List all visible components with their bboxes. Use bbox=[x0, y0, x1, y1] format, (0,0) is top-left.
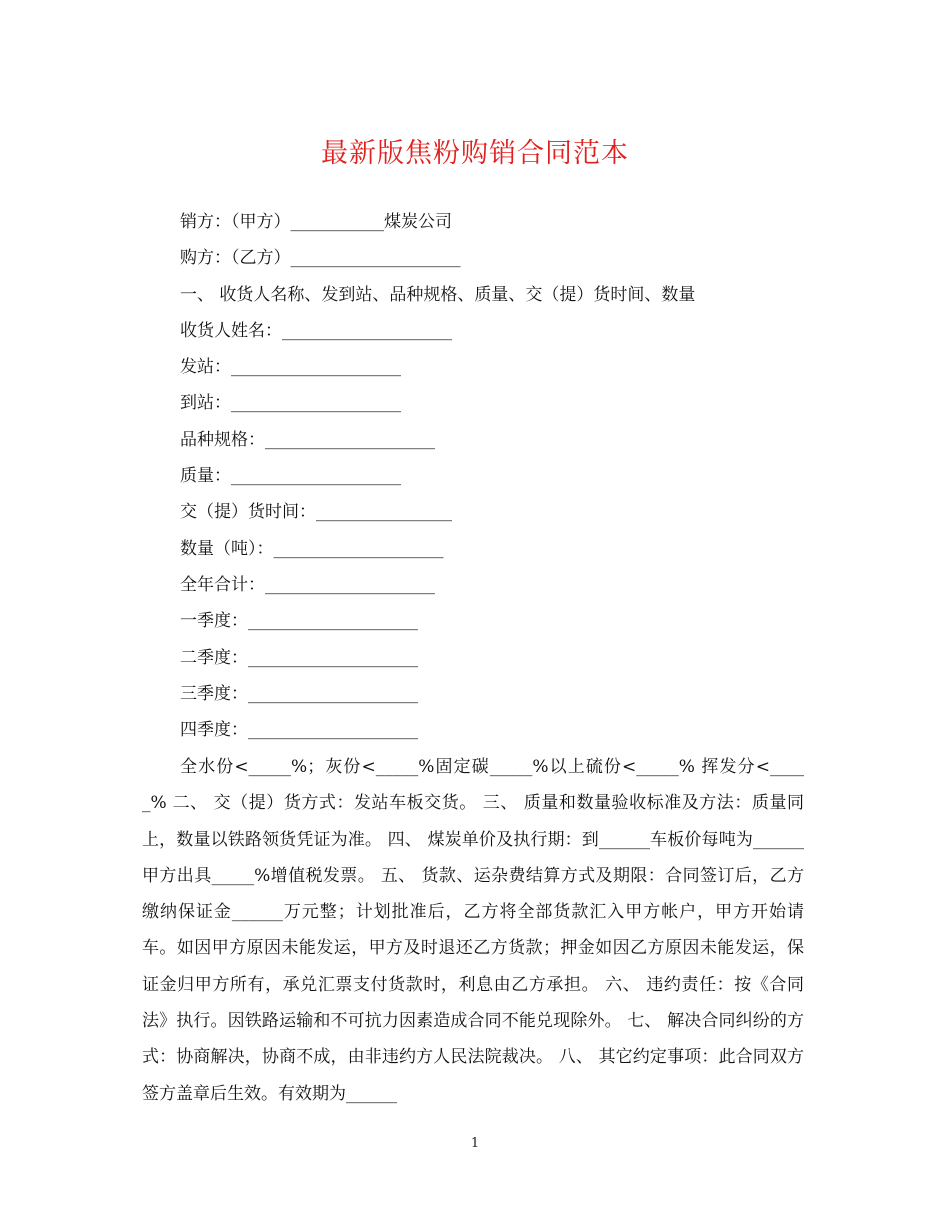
q3-line: 三季度：____________________ bbox=[180, 683, 418, 704]
q2-line: 二季度：____________________ bbox=[180, 647, 418, 668]
annual-total-line: 全年合计：____________________ bbox=[180, 574, 435, 595]
seller-line: 销方：（甲方）___________煤炭公司 bbox=[180, 212, 452, 232]
contract-terms-paragraph: 全水份<_____%；灰份<_____%固定碳_____%以上硫份<_____% 挥发分<_____% 二、 交（提）货方式：发站车板交货。 三、 质量和数量验收标准及方法：质量同上，数量以铁路领货凭证为准。 四、 煤炭单价及执行期：到______车板价每吨为______甲方出具_____%增值税发票。 五、 货款、运杂费结算方式及期限：合同签订后，乙方缴纳保证金______万元整；计划批准后，乙方将全部货款汇入甲方帐户，甲方开始请车。如因甲方原因未能发运，甲方及时退还乙方货款；押金如因乙方原因未能发运，保证金归甲方所有，承兑汇票支付货款时，利息由乙方承担。 六、 违约责任：按《合同法》执行。因铁路运输和不可抗力因素造成合同不能兑现除外。 七、 解决合同纠纷的方式：协商解决，协商不成，由非违约方人民法院裁决。 八、 其它约定事项：此合同双方签方盖章后生效。有效期为______ bbox=[142, 757, 804, 1104]
buyer-line: 购方：（乙方）____________________ bbox=[180, 248, 461, 269]
q4-line: 四季度：____________________ bbox=[180, 720, 418, 741]
delivery-time-line: 交（提）货时间：________________ bbox=[180, 502, 452, 523]
quality-line: 质量：____________________ bbox=[180, 466, 401, 487]
page-number: 1 bbox=[470, 1136, 480, 1151]
consignee-name-line: 收货人姓名：____________________ bbox=[180, 320, 452, 341]
departure-station-line: 发站：____________________ bbox=[180, 357, 401, 378]
quantity-line: 数量（吨）：____________________ bbox=[180, 538, 444, 559]
section-1-heading: 一、 收货人名称、发到站、品种规格、质量、交（提）货时间、数量 bbox=[180, 284, 696, 305]
document-title: 最新版焦粉购销合同范本 bbox=[321, 138, 629, 169]
form-lines bbox=[180, 204, 820, 748]
q1-line: 一季度：____________________ bbox=[180, 611, 418, 632]
specification-line: 品种规格：____________________ bbox=[180, 429, 435, 450]
arrival-station-line: 到站：____________________ bbox=[180, 393, 401, 414]
